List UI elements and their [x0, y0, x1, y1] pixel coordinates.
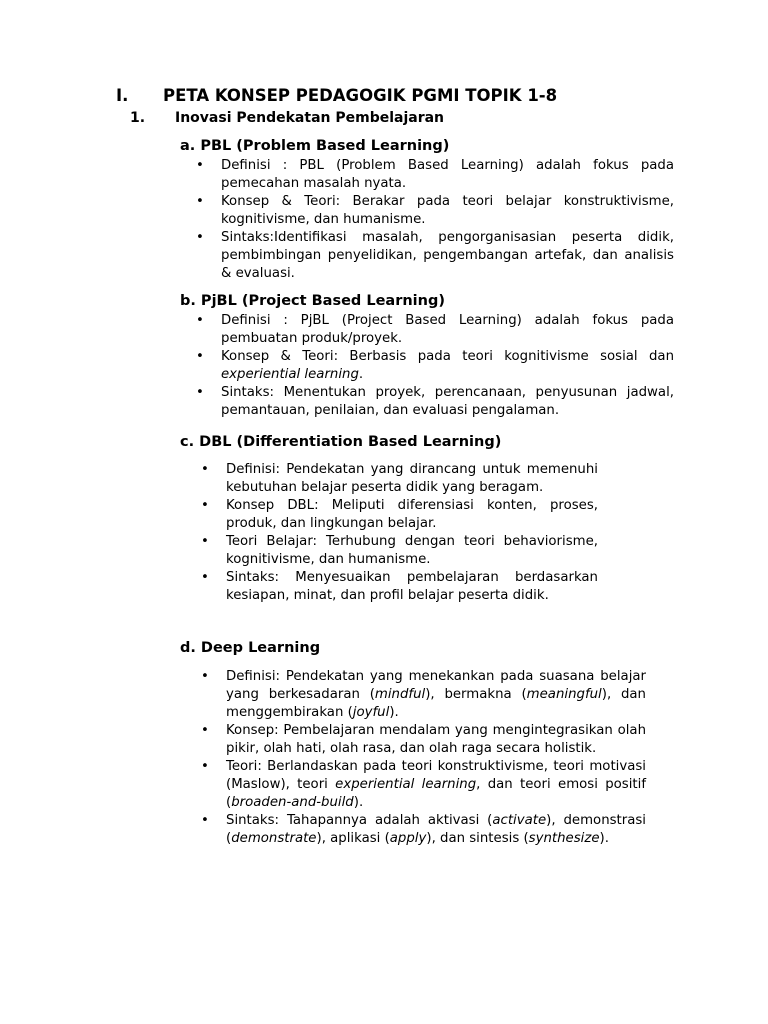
section-title-deep-learning: d. Deep Learning: [180, 640, 321, 656]
sub-heading: [130, 110, 444, 126]
bullet-icon: •: [201, 534, 209, 549]
main-heading-title: PETA KONSEP PEDAGOGIK PGMI TOPIK 1-8: [163, 86, 558, 105]
list-item: • Teori Belajar: Terhubung dengan teori behaviorisme, kognitivisme, dan humanisme.: [201, 534, 598, 567]
list-item: • Konsep & Teori: Berakar pada teori belajar konstruktivisme, kognitivisme, dan humanisme.: [196, 194, 674, 227]
section-list-pbl: [196, 157, 674, 283]
main-heading-number: I.: [116, 86, 129, 105]
list-item: • Konsep DBL: Meliputi diferensiasi konten, proses, produk, dan lingkungan belajar.: [201, 498, 598, 531]
list-item: • Sintaks: Menyesuaikan pembelajaran berdasarkan kesiapan, minat, dan profil belajar peserta didik.: [201, 570, 598, 603]
section-title-pbl: a. PBL (Problem Based Learning): [180, 138, 450, 154]
bullet-icon: •: [196, 194, 204, 209]
list-item: • Sintaks: Tahapannya adalah aktivasi (activate), demonstrasi (demonstrate), aplikasi (apply), dan sintesis (synthesize).: [201, 813, 646, 846]
bullet-icon: •: [196, 313, 204, 328]
section-title-pjbl: b. PjBL (Project Based Learning): [180, 293, 445, 309]
bullet-icon: •: [196, 349, 204, 364]
bullet-icon: •: [196, 158, 204, 173]
bullet-icon: •: [196, 230, 204, 245]
bullet-icon: •: [201, 462, 209, 477]
bullet-icon: •: [201, 813, 209, 828]
section-list-pjbl: [196, 312, 674, 420]
list-item: • Definisi : PBL (Problem Based Learning) adalah fokus pada pemecahan masalah nyata.: [196, 158, 674, 191]
bullet-icon: •: [201, 723, 209, 738]
section-list-deep-learning: [201, 668, 646, 848]
sub-heading-title: Inovasi Pendekatan Pembelajaran: [175, 110, 445, 126]
bullet-icon: •: [201, 498, 209, 513]
bullet-icon: •: [201, 570, 209, 585]
section-title-dbl: c. DBL (Differentiation Based Learning): [180, 434, 502, 450]
section-list-dbl: [201, 461, 598, 605]
bullet-icon: •: [201, 759, 209, 774]
list-item: • Definisi: Pendekatan yang dirancang untuk memenuhi kebutuhan belajar peserta didik yang beragam.: [201, 462, 598, 495]
sub-heading-number: 1.: [130, 110, 146, 126]
list-item: • Teori: Berlandaskan pada teori konstruktivisme, teori motivasi (Maslow), teori experiential learning, dan teori emosi positif (broaden-and-build).: [201, 759, 646, 810]
bullet-icon: •: [201, 669, 209, 684]
list-item: • Konsep & Teori: Berbasis pada teori kognitivisme sosial dan experiential learning.: [196, 349, 674, 382]
list-item: • Sintaks:Identifikasi masalah, pengorganisasian peserta didik, pembimbingan penyelidikan, pengembangan artefak, dan analisis & evaluasi.: [196, 230, 674, 281]
main-heading: [116, 86, 557, 105]
list-item: • Sintaks: Menentukan proyek, perencanaan, penyusunan jadwal, pemantauan, penilaian, dan evaluasi pengalaman.: [196, 385, 674, 418]
bullet-icon: •: [196, 385, 204, 400]
list-item: • Konsep: Pembelajaran mendalam yang mengintegrasikan olah pikir, olah hati, olah rasa, dan olah raga secara holistik.: [201, 723, 646, 756]
list-item: • Definisi: Pendekatan yang menekankan pada suasana belajar yang berkesadaran (mindful), bermakna (meaningful), dan menggembirakan (joyful).: [201, 669, 646, 720]
list-item: • Definisi : PjBL (Project Based Learning) adalah fokus pada pembuatan produk/proyek.: [196, 313, 674, 346]
